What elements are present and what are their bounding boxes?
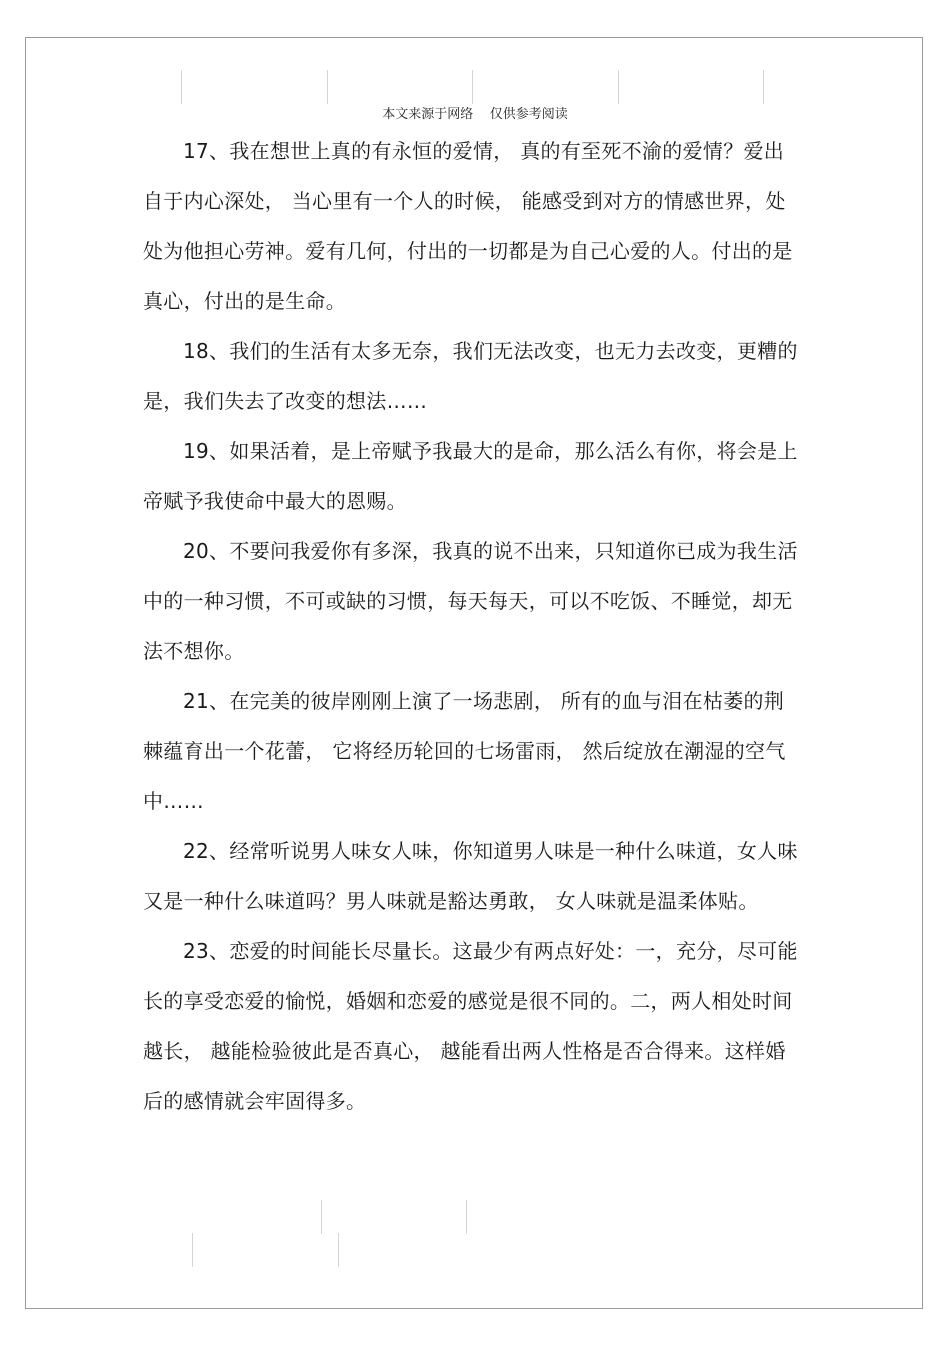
scan-mark	[763, 70, 764, 104]
paragraph-19: 19、如果活着，是上帝赋予我最大的是命，那么活么有你，将会是上帝赋予我使命中最大的恩赐。	[143, 439, 798, 513]
paragraph-17: 17、我在想世上真的有永恒的爱情， 真的有至死不渝的爱情？爱出自于内心深处， 当心里有一个人的时候， 能感受到对方的情感世界，处处为他担心劳神。爱有几何，付出的一切都是为自己心爱的人。付出的是真心，付出的是生命。	[143, 139, 793, 313]
paragraph-23: 23、恋爱的时间能长尽量长。这最少有两点好处：一，充分，尽可能长的享受恋爱的愉悦，婚姻和恋爱的感觉是很不同的。二，两人相处时间越长， 越能检验彼此是否真心， 越能看出两人性格是否合得来。这样婚后的感情就会牢固得多。	[143, 939, 798, 1113]
scan-mark	[466, 1200, 467, 1234]
scan-mark	[321, 1200, 322, 1234]
paragraph-22: 22、经常听说男人味女人味，你知道男人味是一种什么味道，女人味又是一种什么味道吗？男人味就是豁达勇敢， 女人味就是温柔体贴。	[143, 839, 798, 913]
page-header: 本文来源于网络 仅供参考阅读	[382, 107, 568, 122]
scan-mark	[618, 70, 619, 104]
document-body	[143, 126, 803, 1126]
scan-mark	[181, 70, 182, 104]
paragraph-21: 21、在完美的彼岸刚刚上演了一场悲剧， 所有的血与泪在枯萎的荆棘蕴育出一个花蕾， 它将经历轮回的七场雷雨， 然后绽放在潮湿的空气中……	[143, 689, 786, 813]
scan-mark	[192, 1233, 193, 1267]
paragraph-18: 18、我们的生活有太多无奈，我们无法改变，也无力去改变，更糟的是，我们失去了改变的想法……	[143, 339, 798, 413]
paragraph-20: 20、不要问我爱你有多深，我真的说不出来，只知道你已成为我生活中的一种习惯，不可或缺的习惯，每天每天，可以不吃饭、不睡觉，却无法不想你。	[143, 539, 798, 663]
scan-mark	[472, 70, 473, 104]
scan-mark	[338, 1233, 339, 1267]
scan-mark	[327, 70, 328, 104]
